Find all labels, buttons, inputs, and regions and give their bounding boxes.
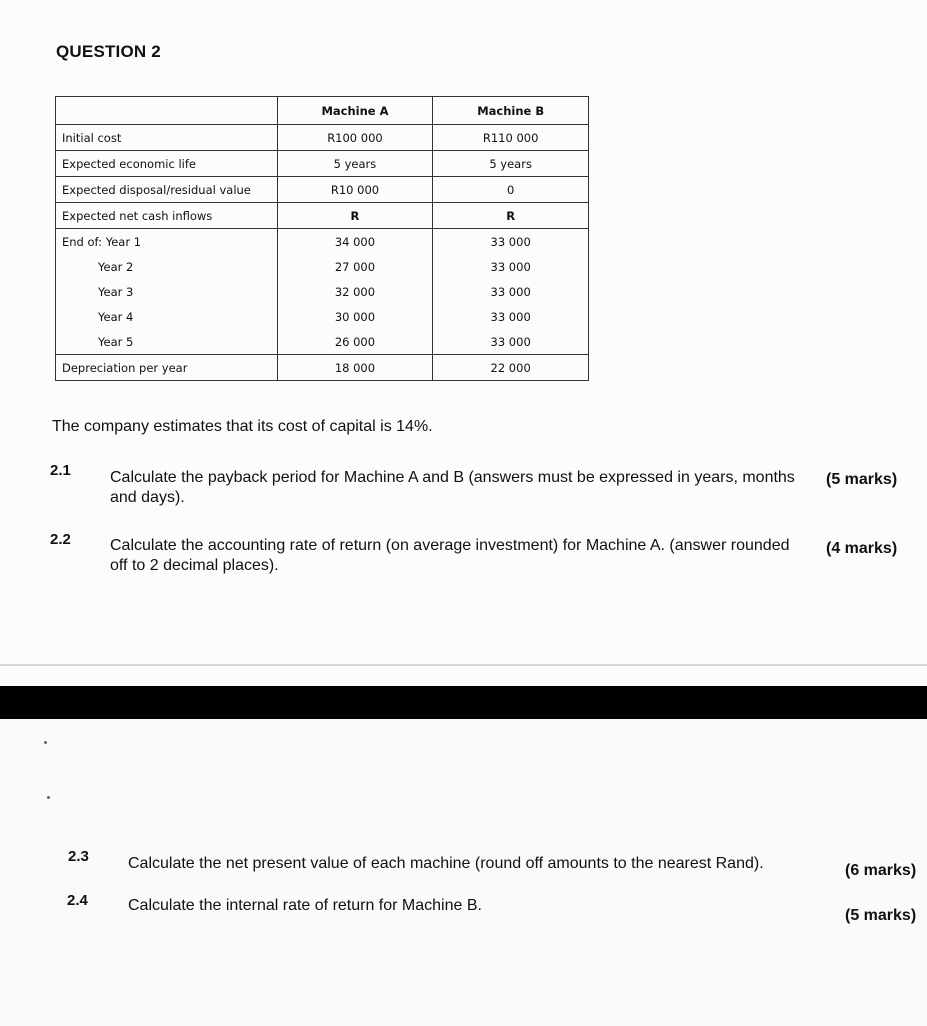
depreciation-row — [56, 355, 589, 381]
question-title: QUESTION 2 — [56, 42, 161, 61]
row-label: Expected net cash inflows — [56, 203, 278, 229]
machine-b-value: 5 years — [433, 151, 589, 177]
question-number: 2.1 — [50, 462, 71, 479]
table-row — [56, 203, 589, 229]
header-machine-b: Machine B — [433, 97, 589, 125]
machine-b-value: 33 000 — [433, 329, 589, 355]
machine-a-value: 34 000 — [277, 229, 433, 255]
row-label: Expected economic life — [56, 151, 278, 177]
machine-b-value: 22 000 — [433, 355, 589, 381]
machine-b-value: 0 — [433, 177, 589, 203]
row-label: Year 3 — [56, 279, 278, 304]
question-marks: (5 marks) — [845, 907, 917, 924]
machine-b-value: R — [433, 203, 589, 229]
cash-flow-row — [56, 304, 589, 329]
machine-b-value: 33 000 — [433, 304, 589, 329]
machine-data-table — [55, 96, 589, 381]
header-blank — [56, 97, 278, 125]
cash-flow-row — [56, 254, 589, 279]
question-marks: (5 marks) — [826, 471, 898, 488]
question-number: 2.4 — [67, 892, 88, 909]
machine-a-value: R100 000 — [277, 125, 433, 151]
question-text: Calculate the net present value of each machine (round off amounts to the nearest Rand). — [128, 855, 764, 872]
machine-b-value: 33 000 — [433, 254, 589, 279]
table-row — [56, 125, 589, 151]
machine-a-value: R — [277, 203, 433, 229]
machine-b-value: R110 000 — [433, 125, 589, 151]
row-label: Initial cost — [56, 125, 278, 151]
header-machine-a: Machine A — [277, 97, 433, 125]
cash-flow-row — [56, 279, 589, 304]
black-band — [0, 686, 927, 719]
machine-a-value: 5 years — [277, 151, 433, 177]
row-label: Year 4 — [56, 304, 278, 329]
question-number: 2.2 — [50, 531, 71, 548]
table-row — [56, 151, 589, 177]
machine-a-value: 32 000 — [277, 279, 433, 304]
row-label: Expected disposal/residual value — [56, 177, 278, 203]
question-marks: (4 marks) — [826, 540, 898, 557]
speck — [47, 796, 50, 799]
row-label: Year 5 — [56, 329, 278, 355]
machine-a-value: 27 000 — [277, 254, 433, 279]
table-header-row — [56, 97, 589, 125]
cost-of-capital-text: The company estimates that its cost of capital is 14%. — [52, 418, 433, 435]
question-number: 2.3 — [68, 848, 89, 865]
row-label: Year 2 — [56, 254, 278, 279]
row-label: Depreciation per year — [56, 355, 278, 381]
machine-a-value: 26 000 — [277, 329, 433, 355]
machine-a-value: 30 000 — [277, 304, 433, 329]
cash-flow-row — [56, 329, 589, 355]
question-text: Calculate the internal rate of return for Machine B. — [128, 897, 482, 914]
machine-a-value: 18 000 — [277, 355, 433, 381]
row-label: End of: Year 1 — [56, 229, 278, 255]
machine-a-value: R10 000 — [277, 177, 433, 203]
page-divider — [0, 664, 927, 666]
machine-b-value: 33 000 — [433, 229, 589, 255]
table-row — [56, 177, 589, 203]
question-text: Calculate the accounting rate of return (on average investment) for Machine A. (answer rounded off to 2 decimal places). — [110, 537, 790, 574]
machine-b-value: 33 000 — [433, 279, 589, 304]
question-marks: (6 marks) — [845, 862, 917, 879]
cash-flow-row — [56, 229, 589, 255]
question-text: Calculate the payback period for Machine A and B (answers must be expressed in years, months and days). — [110, 469, 795, 506]
speck — [44, 741, 47, 744]
